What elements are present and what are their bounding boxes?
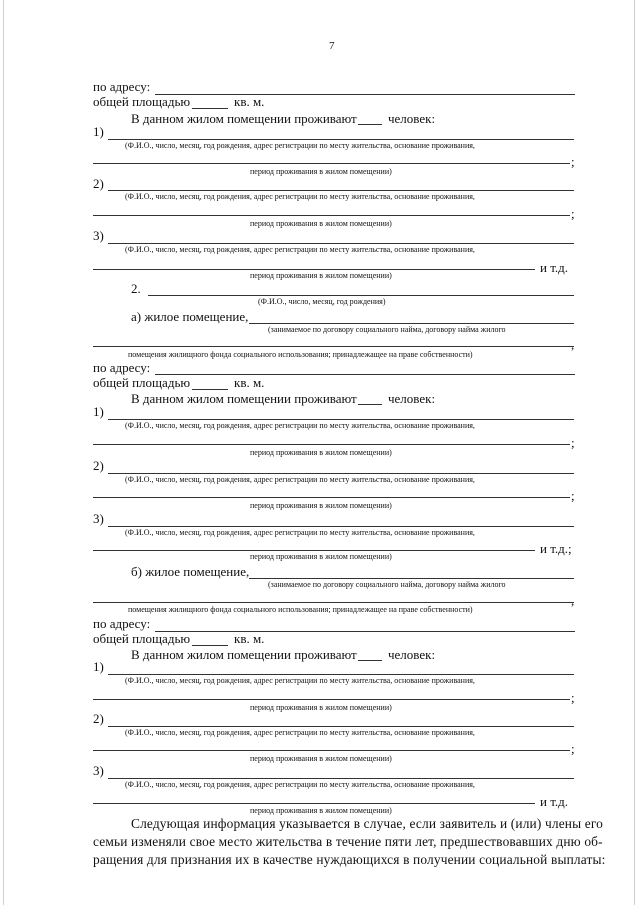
section-2-caption: (Ф.И.О., число, месяц, год рождения) [258,297,386,306]
section-2-line [148,295,574,296]
page-edge-left [3,0,4,905]
premises-a-line-2 [93,346,574,347]
resident-caption: (Ф.И.О., число, месяц, год рождения, адрес регистрации по месту жительства, основание проживания, [125,192,475,201]
resident-number: 2) [93,711,104,726]
resident-caption: (Ф.И.О., число, месяц, год рождения, адрес регистрации по месту жительства, основание проживания, [125,780,475,789]
area-unit: кв. м. [234,94,265,109]
area-label: общей площадью [93,375,191,390]
period-caption: период проживания в жилом помещении) [250,754,392,763]
period-caption: период проживания в жилом помещении) [250,501,392,510]
resident-number: 1) [93,404,104,419]
semicolon: ; [571,488,575,503]
premises-b-label: б) жилое помещение, [131,564,250,579]
resident-line-2 [93,750,570,751]
etc-label: и т.д.; [540,541,572,556]
resident-caption: (Ф.И.О., число, месяц, год рождения, адрес регистрации по месту жительства, основание проживания, [125,245,475,254]
residents-text: В данном жилом помещении проживают [131,111,357,126]
comma: , [571,593,575,608]
area-line [192,645,228,646]
area-line [192,108,228,109]
resident-line-2 [93,215,570,216]
resident-line [108,526,574,527]
address-label: по адресу: [93,360,151,375]
area-label: общей площадью [93,94,191,109]
residents-text: В данном жилом помещении проживают [131,647,357,662]
resident-caption: (Ф.И.О., число, месяц, год рождения, адрес регистрации по месту жительства, основание проживания, [125,728,475,737]
residents-text: В данном жилом помещении проживают [131,391,357,406]
info-paragraph-line: ращения для признания их в качестве нуждающихся в получении социальной выплаты: [93,852,606,867]
resident-caption: (Ф.И.О., число, месяц, год рождения, адрес регистрации по месту жительства, основание проживания, [125,475,475,484]
resident-number: 1) [93,659,104,674]
semicolon: ; [571,206,575,221]
semicolon: ; [571,154,575,169]
etc-label: и т.д. [540,260,569,275]
residents-count-line [358,404,382,405]
address-line [155,631,575,632]
address-label: по адресу: [93,79,151,94]
residents-after: человек: [388,111,436,126]
resident-caption: (Ф.И.О., число, месяц, год рождения, адрес регистрации по месту жительства, основание проживания, [125,141,475,150]
resident-caption: (Ф.И.О., число, месяц, год рождения, адрес регистрации по месту жительства, основание проживания, [125,421,475,430]
page-number: 7 [329,40,335,52]
period-caption: период проживания в жилом помещении) [250,167,392,176]
residents-after: человек: [388,391,436,406]
resident-number: 2) [93,176,104,191]
period-caption: период проживания в жилом помещении) [250,552,392,561]
period-caption: период проживания в жилом помещении) [250,271,392,280]
info-paragraph-line: Следующая информация указывается в случае, если заявитель и (или) члены его [131,816,603,831]
period-caption: период проживания в жилом помещении) [250,703,392,712]
area-label: общей площадью [93,631,191,646]
residents-count-line [358,124,382,125]
resident-line [108,190,574,191]
premises-caption-1: (занимаемое по договору социального найма, договору найма жилого [268,580,506,589]
resident-line [108,778,574,779]
premises-b-line-2 [93,602,574,603]
comma: , [571,337,575,352]
resident-line [108,419,574,420]
resident-line-2 [93,803,535,804]
resident-number: 2) [93,458,104,473]
resident-line [108,243,574,244]
residents-after: человек: [388,647,436,662]
address-line [155,374,575,375]
premises-b-line [249,578,574,579]
resident-line-2 [93,444,570,445]
resident-line-2 [93,550,535,551]
resident-number: 3) [93,511,104,526]
section-2-number: 2. [131,281,141,296]
address-line [155,94,575,95]
info-paragraph-line: семьи изменяли свое место жительства в течение пяти лет, предшествовавших дню об- [93,834,603,849]
address-label: по адресу: [93,616,151,631]
resident-caption: (Ф.И.О., число, месяц, год рождения, адрес регистрации по месту жительства, основание проживания, [125,676,475,685]
page-edge-right [634,0,635,905]
premises-caption-2: помещения жилищного фонда социального использования; принадлежащее на праве собственности) [128,350,473,359]
etc-label: и т.д. [540,794,569,809]
resident-line-2 [93,269,535,270]
resident-line-2 [93,163,570,164]
premises-caption-2: помещения жилищного фонда социального использования; принадлежащее на праве собственности) [128,605,473,614]
resident-number: 3) [93,228,104,243]
period-caption: период проживания в жилом помещении) [250,219,392,228]
semicolon: ; [571,690,575,705]
resident-line-2 [93,497,570,498]
residents-count-line [358,660,382,661]
resident-line-2 [93,699,570,700]
resident-line [108,726,574,727]
resident-line [108,139,574,140]
resident-number: 3) [93,763,104,778]
period-caption: период проживания в жилом помещении) [250,806,392,815]
semicolon: ; [571,741,575,756]
resident-number: 1) [93,124,104,139]
resident-line [108,674,574,675]
premises-a-line [249,323,574,324]
area-unit: кв. м. [234,375,265,390]
period-caption: период проживания в жилом помещении) [250,448,392,457]
premises-a-label: а) жилое помещение, [131,309,249,324]
resident-caption: (Ф.И.О., число, месяц, год рождения, адрес регистрации по месту жительства, основание проживания, [125,528,475,537]
area-line [192,389,228,390]
premises-caption-1: (занимаемое по договору социального найма, договору найма жилого [268,325,506,334]
resident-line [108,473,574,474]
area-unit: кв. м. [234,631,265,646]
semicolon: ; [571,435,575,450]
